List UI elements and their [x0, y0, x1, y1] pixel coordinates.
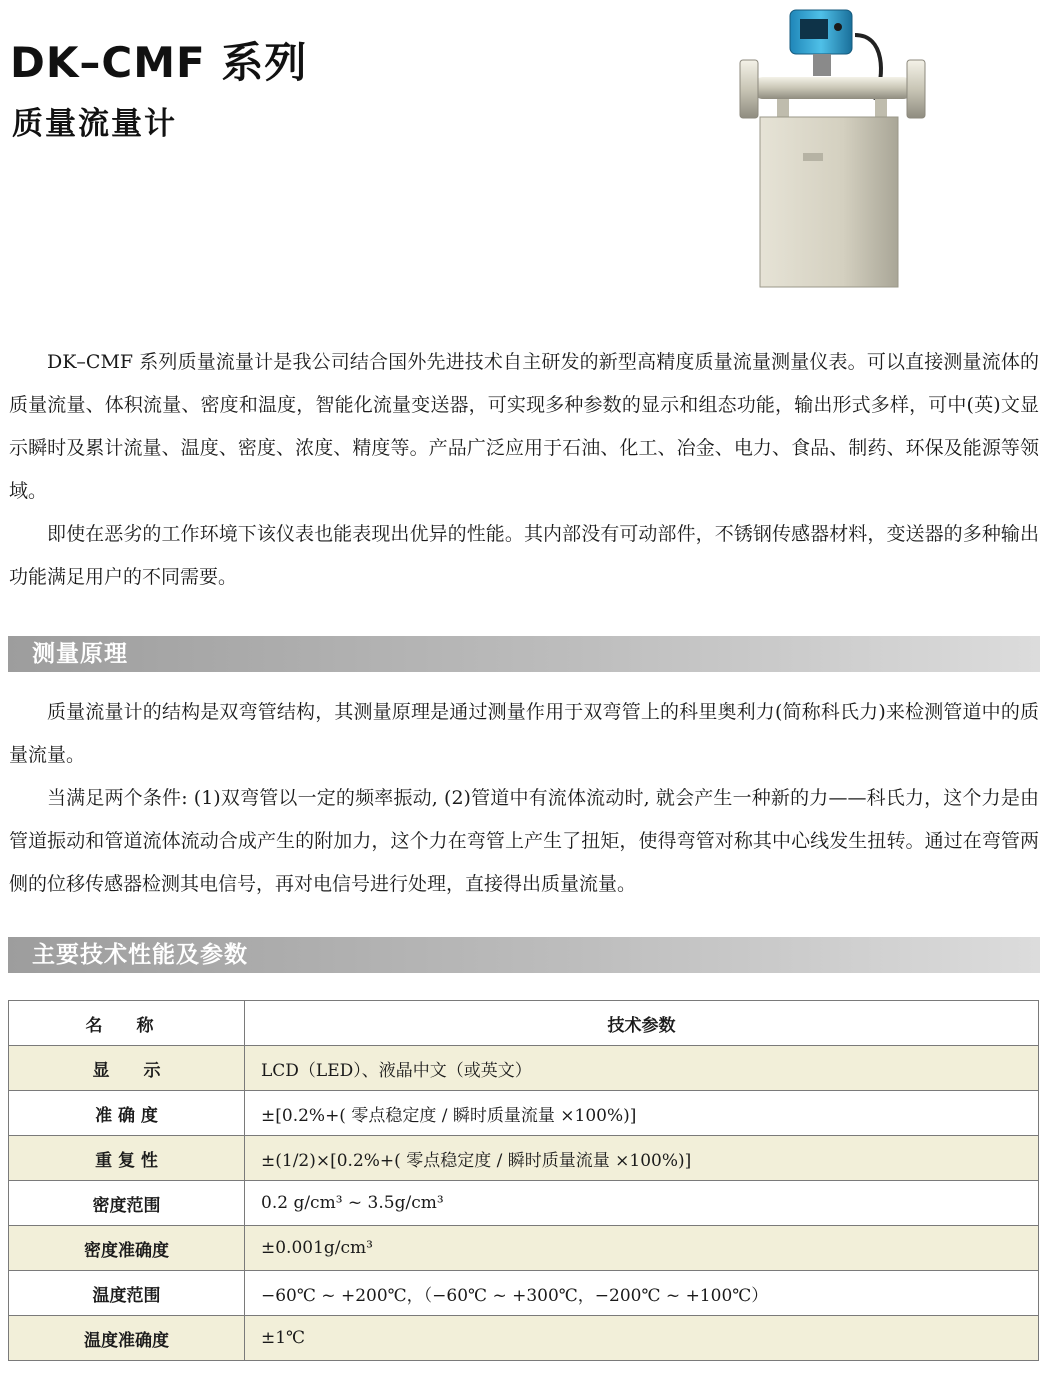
- spec-name: 密度范围: [9, 1181, 245, 1226]
- spec-value: ±[0.2%+( 零点稳定度 / 瞬时质量流量 ×100%)]: [245, 1091, 1039, 1136]
- spec-table: [8, 1000, 1039, 1361]
- column-header-params: 技术参数: [245, 1001, 1039, 1046]
- principle-text: [9, 691, 1039, 906]
- spec-value: ±0.001g/cm³: [245, 1226, 1039, 1271]
- table-row: [9, 1091, 1039, 1136]
- spec-value: ±1℃: [245, 1316, 1039, 1361]
- page-subtitle: 质量流量计: [12, 106, 177, 142]
- table-row: [9, 1271, 1039, 1316]
- spec-name: 温度准确度: [9, 1316, 245, 1361]
- spec-value: −60℃ ~ +200℃，（−60℃ ~ +300℃，−200℃ ~ +100℃）: [245, 1271, 1039, 1316]
- table-row: [9, 1136, 1039, 1181]
- spec-name: 温度范围: [9, 1271, 245, 1316]
- mass-flow-meter-image: [735, 5, 935, 290]
- table-row: [9, 1181, 1039, 1226]
- intro-paragraph: DK–CMF 系列质量流量计是我公司结合国外先进技术自主研发的新型高精度质量流量测量仪表。可以直接测量流体的质量流量、体积流量、密度和温度，智能化流量变送器，可实现多种参数的显示和组态功能，输出形式多样，可中(英)文显示瞬时及累计流量、温度、密度、浓度、精度等。产品广泛应用于石油、化工、冶金、电力、食品、制药、环保及能源等领域。: [9, 351, 1039, 502]
- table-header-row: [9, 1001, 1039, 1046]
- spec-value: 0.2 g/cm³ ~ 3.5g/cm³: [245, 1181, 1039, 1226]
- page-title: DK–CMF 系列: [10, 38, 308, 87]
- table-row: [9, 1316, 1039, 1361]
- section-heading-specs: 主要技术性能及参数: [8, 937, 1040, 973]
- intro-text: [9, 341, 1039, 599]
- spec-name: 密度准确度: [9, 1226, 245, 1271]
- intro-paragraph: 即使在恶劣的工作环境下该仪表也能表现出优异的性能。其内部没有可动部件，不锈钢传感器材料，变送器的多种输出功能满足用户的不同需要。: [9, 523, 1039, 588]
- spec-value: LCD（LED）、液晶中文（或英文）: [245, 1046, 1039, 1091]
- spec-name: 重 复 性: [9, 1136, 245, 1181]
- spec-name: 准 确 度: [9, 1091, 245, 1136]
- principle-paragraph: 当满足两个条件: (1)双弯管以一定的频率振动, (2)管道中有流体流动时, 就会产生一种新的力——科氏力，这个力是由管道振动和管道流体流动合成产生的附加力，这个力在弯管上产生了扭矩，使得弯管对称其中心线发生扭转。通过在弯管两侧的位移传感器检测其电信号，再对电信号进行处理，直接得出质量流量。: [9, 787, 1039, 895]
- column-header-name: 名 称: [9, 1001, 245, 1046]
- section-heading-principle: 测量原理: [8, 636, 1040, 672]
- spec-name: 显 示: [9, 1046, 245, 1091]
- table-row: [9, 1046, 1039, 1091]
- principle-paragraph: 质量流量计的结构是双弯管结构，其测量原理是通过测量作用于双弯管上的科里奥利力(简称科氏力)来检测管道中的质量流量。: [9, 701, 1039, 766]
- spec-value: ±(1/2)×[0.2%+( 零点稳定度 / 瞬时质量流量 ×100%)]: [245, 1136, 1039, 1181]
- table-row: [9, 1226, 1039, 1271]
